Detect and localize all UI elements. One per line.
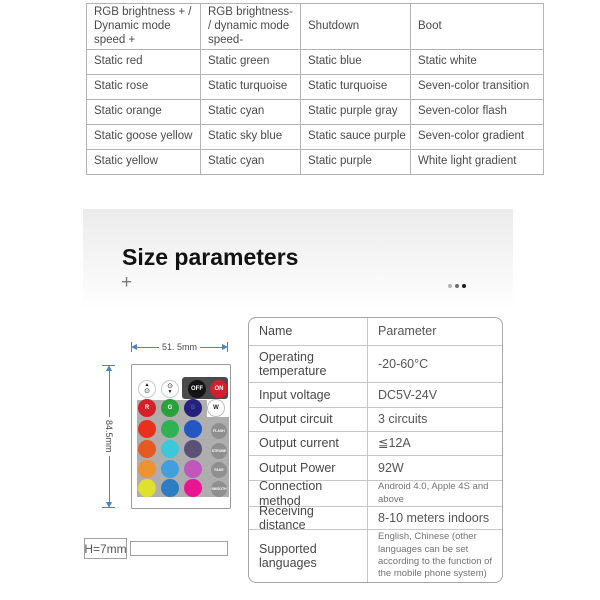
mode-table-cell: Static turquoise xyxy=(201,75,301,100)
dot-icon xyxy=(462,284,466,288)
mode-table-cell: Static purple xyxy=(301,150,411,175)
spec-name: Connection method xyxy=(259,479,323,508)
arrow-right-icon xyxy=(222,344,228,350)
spec-name: Name xyxy=(259,324,293,339)
height-dimension xyxy=(103,365,115,508)
mode-table-cell: Static red xyxy=(87,50,201,75)
mode-table-cell: Static orange xyxy=(87,100,201,125)
mode-table-header-cell: RGB brightness + / Dynamic mode speed + xyxy=(87,4,201,50)
spec-value: -20-60°C xyxy=(367,346,502,382)
spec-row xyxy=(249,383,502,408)
mode-table-row xyxy=(87,125,544,150)
mode-table-cell: Static cyan xyxy=(201,100,301,125)
key-b-button: B xyxy=(184,399,202,417)
spec-name: Receiving distance xyxy=(259,503,314,532)
function-button-fade: FADE xyxy=(211,462,227,478)
power-on-button: ON xyxy=(210,380,228,398)
sun-icon: ⊙ xyxy=(167,383,173,390)
spec-name: Supported languages xyxy=(259,541,317,570)
thickness-label-box xyxy=(84,538,127,559)
more-dots-icon xyxy=(448,284,466,288)
mode-table-cell: Seven-color gradient xyxy=(411,125,544,150)
mode-table xyxy=(86,3,544,175)
spec-value: 92W xyxy=(367,456,502,480)
color-button xyxy=(184,420,202,438)
down-arrow-icon: ▼ xyxy=(167,389,173,395)
spec-row xyxy=(249,318,502,346)
function-button-smooth: SMOOTH xyxy=(211,481,227,497)
spec-table xyxy=(248,317,503,583)
color-button xyxy=(161,440,179,458)
spec-name: Input voltage xyxy=(259,387,331,402)
mode-table-row xyxy=(87,100,544,125)
color-button xyxy=(184,460,202,478)
mode-table-cell: Static sky blue xyxy=(201,125,301,150)
key-g-button: G xyxy=(161,399,179,417)
plus-icon: + xyxy=(121,272,133,293)
spec-value: 3 circuits xyxy=(367,408,502,431)
color-button xyxy=(184,440,202,458)
color-button xyxy=(138,460,156,478)
mode-table-row xyxy=(87,50,544,75)
width-dimension-label: 51. 5mm xyxy=(162,342,198,352)
remote-side-view xyxy=(130,541,228,556)
remote-control-diagram xyxy=(131,364,231,509)
spec-row xyxy=(249,408,502,432)
mode-table-body xyxy=(87,50,544,175)
dot-icon xyxy=(448,284,452,288)
mode-table-cell: Static turquoise xyxy=(301,75,411,100)
function-button-flash: FLASH xyxy=(211,423,227,439)
up-arrow-icon: ▲ xyxy=(144,382,150,388)
mode-table-cell: Static cyan xyxy=(201,150,301,175)
sun-icon: ⊙ xyxy=(144,388,150,395)
spec-name: Output circuit xyxy=(259,412,333,427)
color-button xyxy=(161,479,179,497)
spec-value: 8-10 meters indoors xyxy=(367,507,502,529)
spec-value: DC5V-24V xyxy=(367,383,502,407)
thickness-label: H=7mm xyxy=(84,541,127,556)
mode-table-cell: Seven-color transition xyxy=(411,75,544,100)
mode-table-row xyxy=(87,150,544,175)
size-section-title: Size parameters xyxy=(122,244,299,270)
spec-value: Parameter xyxy=(367,318,502,345)
mode-table-cell: Static yellow xyxy=(87,150,201,175)
spec-row xyxy=(249,530,502,582)
mode-table-header-cell: Boot xyxy=(411,4,544,50)
arrow-down-icon xyxy=(106,502,112,508)
brightness-up-button xyxy=(138,380,156,398)
mode-table-cell: Static white xyxy=(411,50,544,75)
mode-table-cell: Static goose yellow xyxy=(87,125,201,150)
color-button xyxy=(161,460,179,478)
mode-table-cell: Static purple gray xyxy=(301,100,411,125)
mode-table-cell: Static sauce purple xyxy=(301,125,411,150)
spec-value: Android 4.0, Apple 4S and above xyxy=(367,481,502,506)
function-button-strobe: STROBE xyxy=(211,443,227,459)
color-button xyxy=(138,440,156,458)
spec-row xyxy=(249,503,502,532)
color-button xyxy=(161,420,179,438)
dot-icon xyxy=(455,284,459,288)
spec-name: Output current xyxy=(259,436,339,451)
mode-table-cell: White light gradient xyxy=(411,150,544,175)
color-button xyxy=(184,479,202,497)
mode-table-header-row xyxy=(87,4,544,50)
key-w-button: W xyxy=(207,399,225,417)
mode-table-header-cell: Shutdown xyxy=(301,4,411,50)
mode-table-row xyxy=(87,75,544,100)
spec-row xyxy=(249,346,502,383)
spec-value: ≦12A xyxy=(367,432,502,455)
key-r-button: R xyxy=(138,399,156,417)
mode-table-cell: Seven-color flash xyxy=(411,100,544,125)
brightness-down-button xyxy=(161,380,179,398)
mode-table-cell: Static green xyxy=(201,50,301,75)
color-button xyxy=(138,420,156,438)
spec-name: Operating temperature xyxy=(259,349,327,378)
spec-row xyxy=(249,432,502,456)
mode-table-header-cell: RGB brightness- / dynamic mode speed- xyxy=(201,4,301,50)
mode-table-cell: Static rose xyxy=(87,75,201,100)
spec-name: Output Power xyxy=(259,460,336,475)
spec-row xyxy=(249,456,502,481)
color-button xyxy=(138,479,156,497)
height-dimension-label: 84.5mm xyxy=(104,420,114,453)
power-off-button: OFF xyxy=(188,380,206,398)
width-dimension xyxy=(131,341,228,353)
mode-table-cell: Static blue xyxy=(301,50,411,75)
spec-value: English, Chinese (other languages can be set according to the function of the mobile phone system) xyxy=(367,530,502,582)
